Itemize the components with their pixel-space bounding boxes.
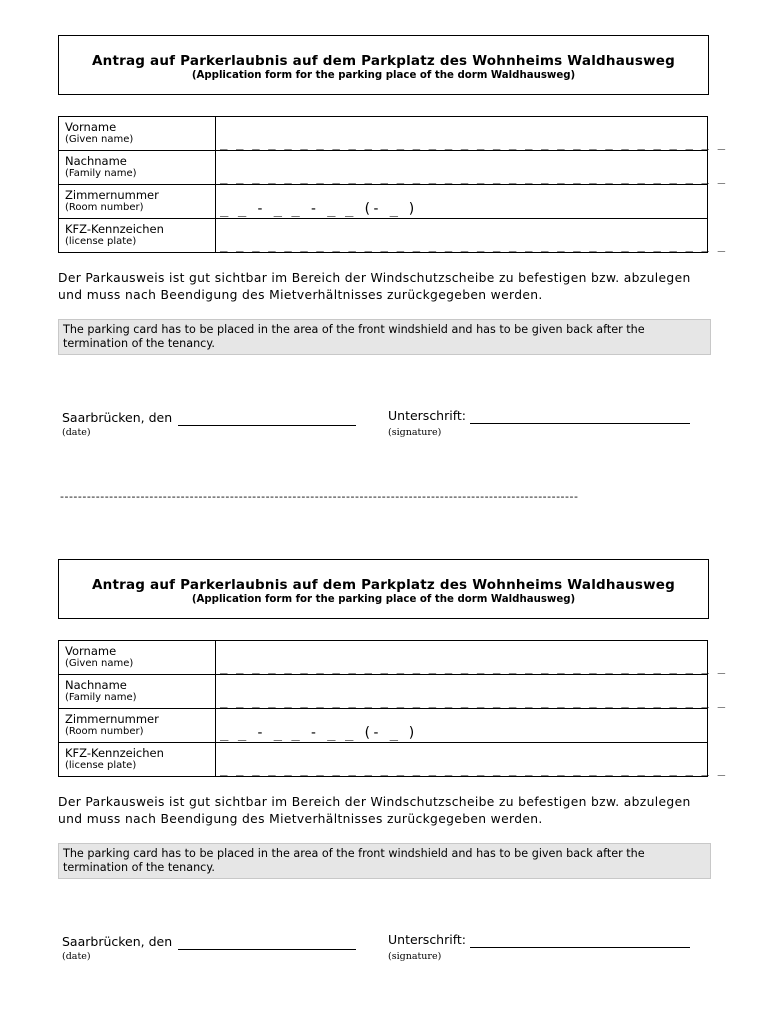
- title-box: [58, 35, 709, 95]
- notice-en: The parking card has to be placed in the area of the front windshield and has to be given back after the termination of the tenancy.: [58, 843, 711, 879]
- form-title: Antrag auf Parkerlaubnis auf dem Parkplatz des Wohnheims Waldhausweg: [92, 53, 675, 69]
- signature-row: [62, 410, 712, 450]
- fields-table: [58, 640, 726, 777]
- room-number-field[interactable]: _ _ - _ _ - _ _ (- _ ): [220, 725, 417, 741]
- given-name-label-en: (Given name): [65, 658, 134, 669]
- license-plate-label-en: (license plate): [65, 236, 137, 247]
- given-name-label: Vorname: [65, 644, 117, 658]
- date-field[interactable]: [178, 934, 356, 950]
- license-plate-field[interactable]: _ _ _ _ _ _ _ _ _ _ _ _ _ _ _ _ _ _ _ _ _ _ _ _ _ _ _ _ _ _ _ _: [220, 237, 726, 252]
- given-name-label-en: (Given name): [65, 134, 134, 145]
- signature-label: Unterschrift:: [388, 932, 467, 947]
- room-number-label-en: (Room number): [65, 726, 144, 737]
- family-name-field[interactable]: _ _ _ _ _ _ _ _ _ _ _ _ _ _ _ _ _ _ _ _ _ _ _ _ _ _ _ _ _ _ _ _: [220, 169, 726, 184]
- family-name-field[interactable]: _ _ _ _ _ _ _ _ _ _ _ _ _ _ _ _ _ _ _ _ _ _ _ _ _ _ _ _ _ _ _ _: [220, 693, 726, 708]
- signature-field[interactable]: [470, 932, 690, 948]
- family-name-label-en: (Family name): [65, 168, 137, 179]
- given-name-field[interactable]: _ _ _ _ _ _ _ _ _ _ _ _ _ _ _ _ _ _ _ _ _ _ _ _ _ _ _ _ _ _ _ _: [220, 659, 726, 674]
- field-row-family-name: [59, 151, 708, 185]
- field-row-given-name: [59, 117, 708, 151]
- room-number-field[interactable]: _ _ - _ _ - _ _ (- _ ): [220, 201, 417, 217]
- fields-table: [58, 116, 726, 253]
- family-name-label-en: (Family name): [65, 692, 137, 703]
- signature-sub-label: (signature): [388, 951, 442, 962]
- signature-sub-label: (signature): [388, 427, 442, 438]
- room-number-label: Zimmernummer: [65, 188, 159, 202]
- family-name-label: Nachname: [65, 154, 127, 168]
- field-row-license-plate: [59, 743, 708, 777]
- cut-line: --------------------------------------------------------------------------------------------------------------------: [60, 490, 579, 503]
- room-number-label: Zimmernummer: [65, 712, 159, 726]
- license-plate-field[interactable]: _ _ _ _ _ _ _ _ _ _ _ _ _ _ _ _ _ _ _ _ _ _ _ _ _ _ _ _ _ _ _ _: [220, 761, 726, 776]
- signature-row: [62, 934, 712, 974]
- license-plate-label: KFZ-Kennzeichen: [65, 222, 164, 236]
- notice-en: The parking card has to be placed in the area of the front windshield and has to be given back after the termination of the tenancy.: [58, 319, 711, 355]
- given-name-field[interactable]: _ _ _ _ _ _ _ _ _ _ _ _ _ _ _ _ _ _ _ _ _ _ _ _ _ _ _ _ _ _ _ _: [220, 135, 726, 150]
- form-subtitle: (Application form for the parking place of the dorm Waldhausweg): [191, 70, 576, 81]
- place-label: Saarbrücken, den: [62, 410, 173, 425]
- field-row-room-number: [59, 709, 708, 743]
- date-field[interactable]: [178, 410, 356, 426]
- signature-label: Unterschrift:: [388, 408, 467, 423]
- room-number-label-en: (Room number): [65, 202, 144, 213]
- given-name-label: Vorname: [65, 120, 117, 134]
- date-label: (date): [62, 951, 91, 962]
- signature-field[interactable]: [470, 408, 690, 424]
- field-row-room-number: [59, 185, 708, 219]
- field-row-given-name: [59, 641, 708, 675]
- form-title: Antrag auf Parkerlaubnis auf dem Parkplatz des Wohnheims Waldhausweg: [92, 577, 675, 593]
- place-label: Saarbrücken, den: [62, 934, 173, 949]
- license-plate-label: KFZ-Kennzeichen: [65, 746, 164, 760]
- date-label: (date): [62, 427, 91, 438]
- title-box: [58, 559, 709, 619]
- family-name-label: Nachname: [65, 678, 127, 692]
- notice-de: Der Parkausweis ist gut sichtbar im Bereich der Windschutzscheibe zu befestigen bzw. abzulegen und muss nach Beendigung des Mietverhältnisses zurückgegeben werden.: [58, 271, 691, 302]
- license-plate-label-en: (license plate): [65, 760, 137, 771]
- form-subtitle: (Application form for the parking place of the dorm Waldhausweg): [191, 594, 576, 605]
- notice-de: Der Parkausweis ist gut sichtbar im Bereich der Windschutzscheibe zu befestigen bzw. abzulegen und muss nach Beendigung des Mietverhältnisses zurückgegeben werden.: [58, 795, 691, 826]
- field-row-family-name: [59, 675, 708, 709]
- field-row-license-plate: [59, 219, 708, 253]
